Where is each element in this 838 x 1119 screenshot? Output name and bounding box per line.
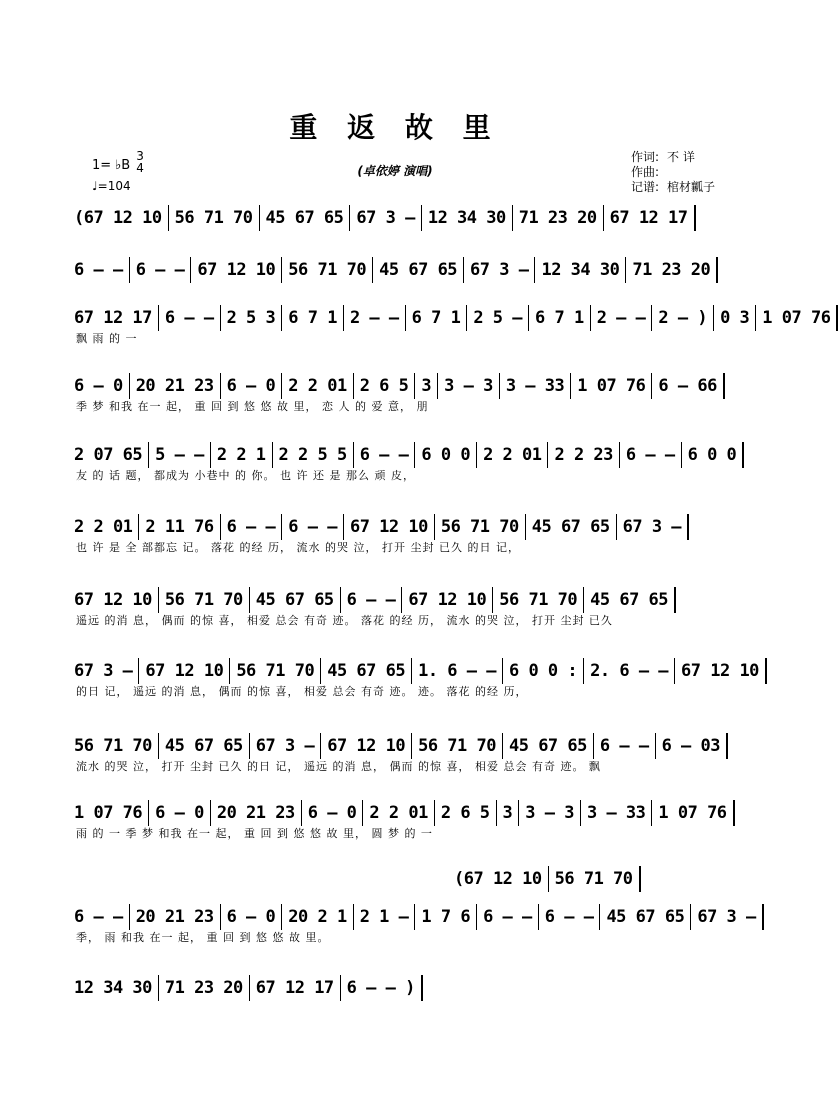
staff-row [68,904,756,946]
staff-row [68,514,743,556]
notes-line [68,733,743,759]
measure: 6 – 66 [652,373,724,399]
measure: 2 6 5 [354,373,416,399]
credit-value: 不 详 [667,150,695,164]
measure: 67 12 17 [68,305,159,331]
staff-row [68,373,743,415]
measure: 45 67 65 [373,257,464,283]
measure: 45 67 65 [600,904,691,930]
measure: 2 2 01 [363,800,434,826]
measure: 6 – – [68,257,130,283]
lyrics-line: 友 的 话 题， 都成为 小巷中 的 你。 也 许 还 是 那么 顽 皮， [76,469,415,482]
lyrics-line: 雨 的 一 季 梦 和我 在一 起， 重 回 到 悠 悠 故 里， 圆 梦 的 一 [76,827,433,840]
notes-line [68,373,743,399]
measure: 3 – 3 [519,800,581,826]
measure: 67 3 – [617,514,689,540]
measure: 20 21 23 [130,904,221,930]
staff-row [68,305,831,347]
measure: 1 07 76 [571,373,652,399]
measure: 20 21 23 [211,800,302,826]
credit-label: 记谱: [631,180,660,194]
measure: 67 12 10 [321,733,412,759]
measure: 5 – – [149,442,211,468]
measure: 2. 6 – – [584,658,675,684]
credit-label: 作曲: [631,165,660,179]
measure: 3 – 33 [500,373,571,399]
singer-credit: (卓依婷 演唱) [357,164,433,178]
measure: 1 07 76 [756,305,838,331]
time-signature-bottom: 4 [136,161,144,175]
measure: 67 12 10 [344,514,435,540]
measure: 56 71 70 [435,514,526,540]
song-title: 重 返 故 里 [289,111,501,144]
measure: 2 5 3 [221,305,283,331]
measure: 6 – – [594,733,656,759]
staff-row [68,205,743,231]
measure: 6 – – [477,904,539,930]
measure: 6 – 0 [68,373,130,399]
notes-line [68,257,743,283]
time-signature-top: 3 [136,149,144,163]
measure: 3 [497,800,520,826]
measure: 6 0 0 [682,442,745,468]
measure: 6 0 0 [415,442,477,468]
tempo-marking: ♩=104 [92,179,131,193]
measure: 45 67 65 [584,587,676,613]
credit-row [631,180,715,195]
lyrics-line: 流水 的哭 泣， 打开 尘封 已久 的日 记， 遥远 的消 息， 偶而 的惊 喜， 相爱 总会 有奇 迹。 飘 [76,760,601,773]
measure: 3 [415,373,438,399]
measure: 2 – ) [652,305,714,331]
measure: 56 71 70 [282,257,373,283]
measure: 2 2 1 [211,442,273,468]
measure: 45 67 65 [250,587,341,613]
measure: 6 – – [68,904,130,930]
measure: 45 67 65 [159,733,250,759]
measure: 2 07 65 [68,442,149,468]
notes-line [68,442,743,468]
lyrics-line: 也 许 是 全 部都忘 记。 落花 的经 历， 流水 的哭 泣， 打开 尘封 已久 的日 记， [76,541,520,554]
measure: 67 12 10 [68,587,159,613]
notes-line [68,305,831,331]
measure: 2 – – [591,305,653,331]
measure: 67 12 10 [139,658,230,684]
staff-row [68,587,743,629]
measure: 6 0 0 : [503,658,584,684]
key-label: 1= [92,158,112,173]
measure: 45 67 65 [260,205,351,231]
lyrics-line: 遥远 的消 息， 偶而 的惊 喜， 相爱 总会 有奇 迹。 落花 的经 历， 流水 的哭 泣， 打开 尘封 已久 [76,614,613,627]
notes-line [68,975,743,1001]
credit-row [631,150,715,165]
measure: 6 – – [341,587,403,613]
measure: 67 12 17 [604,205,696,231]
measure: 1. 6 – – [412,658,503,684]
measure: 6 – – [221,514,283,540]
credit-row [631,165,715,180]
measure: 2 2 5 5 [273,442,354,468]
measure: 6 – 0 [221,373,283,399]
measure: 67 3 – [350,205,421,231]
measure: 6 – – [539,904,601,930]
measure: 3 – 33 [581,800,652,826]
measure: 6 – – ) [341,975,423,1001]
measure: 6 – – [282,514,344,540]
measure: 56 71 70 [493,587,584,613]
measure: 71 23 20 [513,205,604,231]
measure: (67 12 10 [448,866,549,892]
measure: 67 3 – [250,733,321,759]
lyrics-line: 飘 雨 的 一 [76,332,138,345]
notes-line [68,800,743,826]
measure: 67 12 10 [402,587,493,613]
measure: 12 34 30 [535,257,626,283]
measure: 20 2 1 [282,904,353,930]
measure: 6 – 0 [149,800,211,826]
staff-row [68,733,743,775]
staff-row [68,257,743,283]
measure: 56 71 70 [412,733,503,759]
measure: 2 – – [344,305,406,331]
measure: 6 – – [620,442,682,468]
notes-line [68,904,756,930]
measure: 2 6 5 [435,800,497,826]
lyrics-line: 的日 记， 遥远 的消 息， 偶而 的惊 喜， 相爱 总会 有奇 迹。 迹。 落花 的经 历， [76,685,528,698]
notes-line [68,658,759,684]
measure: 56 71 70 [68,733,159,759]
measure: 56 71 70 [159,587,250,613]
measure: 67 3 – [68,658,139,684]
measure: (67 12 10 [68,205,169,231]
measure: 45 67 65 [321,658,412,684]
measure: 2 2 01 [282,373,353,399]
measure: 67 12 10 [191,257,282,283]
measure: 6 – – [159,305,221,331]
lyrics-line: 季 梦 和我 在一 起， 重 回 到 悠 悠 故 里， 恋 人 的 爱 意， 朋 [76,400,429,413]
notes-line [68,205,743,231]
measure: 2 1 – [354,904,416,930]
staff-row [448,866,633,892]
measure: 2 2 23 [548,442,619,468]
measure: 3 – 3 [438,373,500,399]
measure: 67 3 – [691,904,763,930]
measure: 1 7 6 [415,904,477,930]
lyrics-line: 季， 雨 和我 在一 起， 重 回 到 悠 悠 故 里。 [76,931,330,944]
key-note: ♭B [115,158,131,173]
measure: 20 21 23 [130,373,221,399]
notes-line [68,587,743,613]
measure: 71 23 20 [626,257,718,283]
measure: 6 – 0 [221,904,283,930]
measure: 6 7 1 [529,305,591,331]
measure: 2 2 01 [477,442,548,468]
staff-row [68,975,743,1001]
measure: 12 34 30 [422,205,513,231]
credit-value: 棺材瓤子 [667,180,716,194]
measure: 2 11 76 [139,514,220,540]
measure: 6 7 1 [406,305,468,331]
measure: 6 7 1 [282,305,344,331]
measure: 56 71 70 [169,205,260,231]
measure: 45 67 65 [503,733,594,759]
measure: 56 71 70 [230,658,321,684]
credits-block [631,150,715,195]
measure: 2 2 01 [68,514,139,540]
measure: 6 – – [354,442,416,468]
measure: 67 12 10 [675,658,767,684]
measure: 45 67 65 [526,514,617,540]
measure: 67 12 17 [250,975,341,1001]
notes-line [448,866,633,892]
measure: 67 3 – [464,257,535,283]
measure: 56 71 70 [549,866,641,892]
measure: 6 – 03 [656,733,728,759]
measure: 1 07 76 [68,800,149,826]
measure: 6 – 0 [302,800,364,826]
measure: 6 – – [130,257,192,283]
measure: 71 23 20 [159,975,250,1001]
notes-line [68,514,743,540]
staff-row [68,658,759,700]
staff-row [68,442,743,484]
staff-row [68,800,743,842]
measure: 12 34 30 [68,975,159,1001]
measure: 1 07 76 [652,800,734,826]
measure: 0 3 [714,305,756,331]
credit-label: 作词: [631,150,660,164]
measure: 2 5 – [467,305,529,331]
